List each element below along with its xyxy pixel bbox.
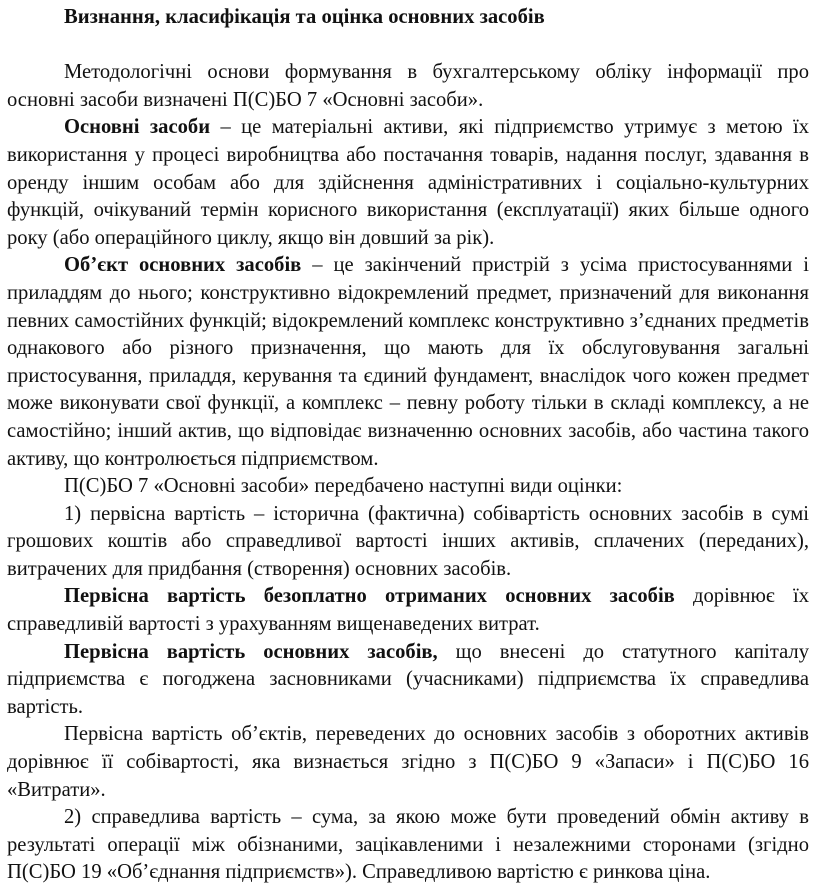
free-assets-term: Первісна вартість безоплатно отриманих основних засобів bbox=[64, 585, 675, 608]
asset-object-definition bbox=[7, 252, 809, 473]
capital-assets-term: Первісна вартість основних засобів, bbox=[64, 640, 438, 663]
fixed-assets-definition-text: – це матеріальні активи, які підприємство утримує з метою їх використання у процесі виробництва або постачання товарів, надання послуг, здавання в оренду іншим особам або для здійснення адміністративних і соціально-культурних функцій, очікуваний термін корисного використання (експлуатації) яких більше одного року (або операційного циклу, якщо він довший за рік). bbox=[7, 116, 809, 249]
valuation-item-2: 2) справедлива вартість – сума, за якою може бути проведений обмін активу в результаті операції між обізнаними, зацікавленими і незалежними сторонами (згідно П(С)БО 19 «Об’єднання підприємств»). Справедливою вартістю є ринкова ціна. bbox=[7, 806, 809, 884]
fixed-assets-definition bbox=[7, 114, 809, 252]
free-assets-paragraph bbox=[7, 583, 809, 638]
capital-assets-paragraph bbox=[7, 639, 809, 722]
asset-object-definition-text: – це закінчений пристрій з усіма пристосуваннями і приладдям до нього; конструктивно відокремлений предмет, призначений для виконання певних самостійних функцій; відокремлений комплекс конструктивно з’єднаних предметів однакового або різного призначення, що мають для їх обслуговування загальні пристосування, приладдя, керування та єдиний фундамент, внаслідок чого кожен предмет може виконувати свої функції, а комплекс – певну роботу тільки в складі комплексу, а не самостійно; інший актив, що відповідає визначенню основних засобів, або частина такого активу, що контролюється підприємством. bbox=[7, 254, 809, 470]
asset-object-term: Об’єкт основних засобів bbox=[64, 254, 302, 277]
document-title: Визнання, класифікація та оцінка основних засобів bbox=[64, 6, 545, 28]
valuation-item-1: 1) первісна вартість – історична (фактична) собівартість основних засобів в сумі грошових коштів або справедливої вартості інших активів, сплачених (переданих), витрачених для придбання (створення) основних засобів. bbox=[7, 502, 809, 580]
free-assets-text: дорівнює їх справедливій вартості з урахуванням вищенаведених витрат. bbox=[7, 585, 809, 636]
valuation-intro: П(С)БО 7 «Основні засоби» передбачено наступні види оцінки: bbox=[64, 475, 623, 498]
intro-paragraph: Методологічні основи формування в бухгалтерському обліку інформації про основні засоби визначені П(С)БО 7 «Основні засоби». bbox=[7, 61, 809, 111]
fixed-assets-term: Основні засоби bbox=[64, 116, 211, 139]
document-page bbox=[7, 4, 809, 887]
transferred-assets-paragraph: Первісна вартість об’єктів, переведених до основних засобів з оборотних активів дорівнює її собівартості, яка визнається згідно з П(С)БО 9 «Запаси» і П(С)БО 16 «Витрати». bbox=[7, 723, 809, 801]
capital-assets-text: що внесені до статутного капіталу підприємства є погоджена засновниками (учасниками) підприємства їх справедлива вартість. bbox=[7, 640, 809, 718]
blank-line bbox=[7, 32, 809, 60]
